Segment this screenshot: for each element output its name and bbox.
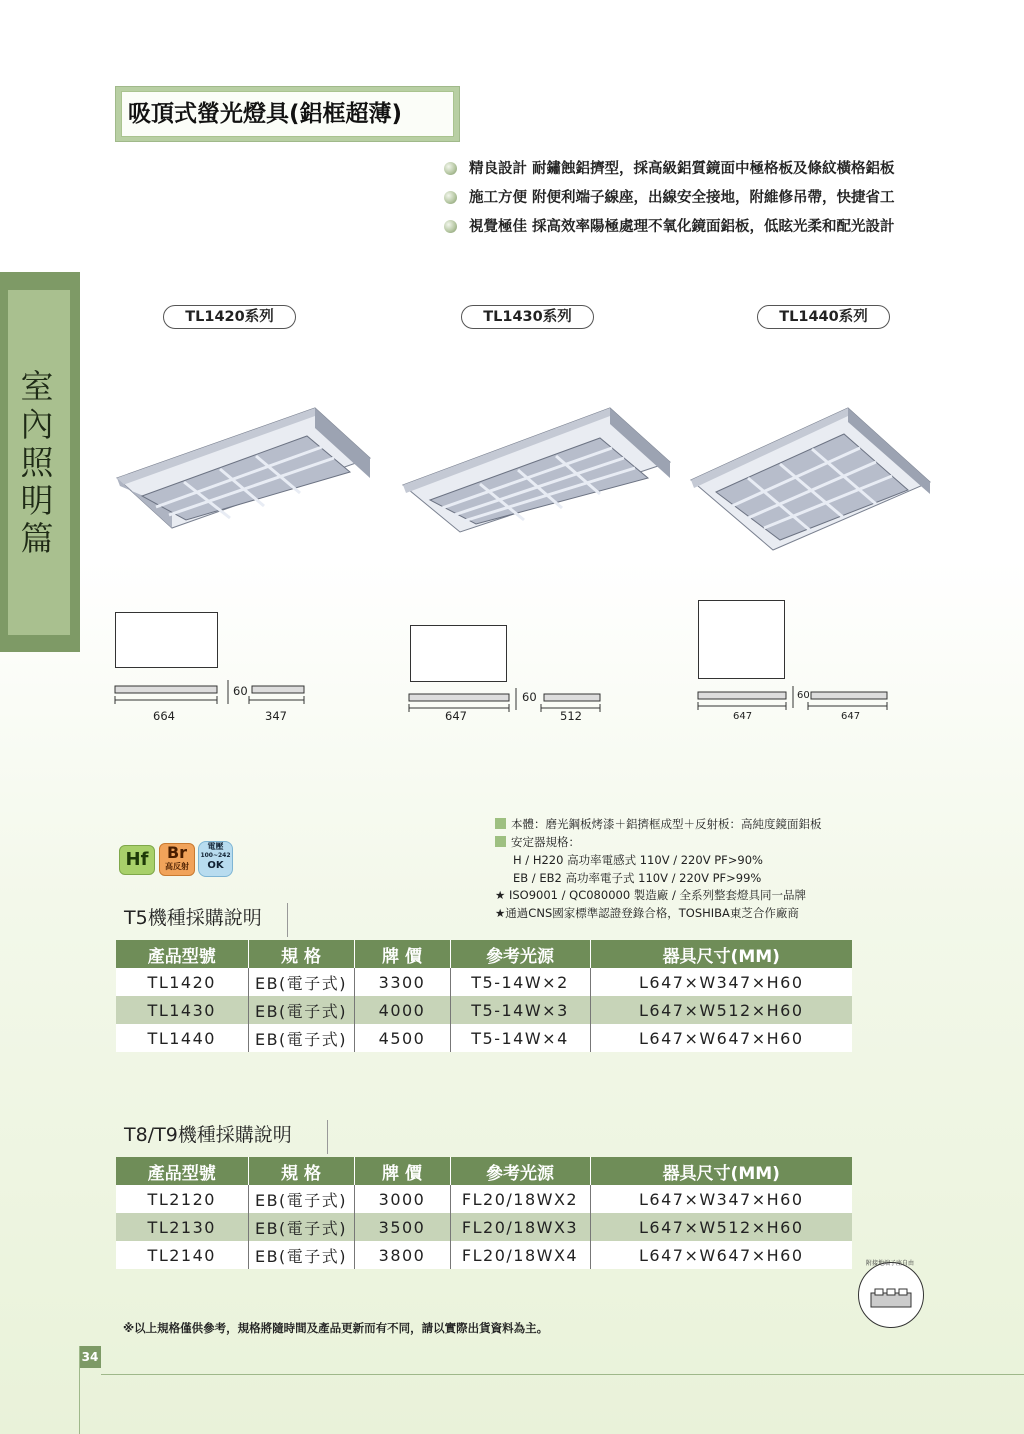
cell-price: 3500 — [354, 1213, 450, 1241]
cell-size: L647×W647×H60 — [590, 1024, 852, 1052]
dim-width: 512 — [560, 709, 582, 723]
table-t5 — [116, 940, 852, 1052]
product-image-tl1420 — [112, 400, 382, 530]
cell-spec: EB(電子式) — [248, 1024, 354, 1052]
page-title: 吸頂式螢光燈具(鋁框超薄) — [121, 91, 454, 137]
note-body — [495, 816, 822, 834]
header-cell: 規 格 — [248, 1157, 354, 1185]
square-bullet-icon — [495, 818, 506, 829]
feature-item — [444, 158, 895, 180]
side-tab-label: 室內照明篇 — [20, 367, 56, 558]
terminal-stamp-text: 附接地端子座自由 — [865, 1260, 914, 1267]
voltage-badge-range: 100~242 — [200, 852, 231, 859]
cell-lamp: FL20/18WX3 — [450, 1213, 590, 1241]
bullet-icon — [444, 162, 457, 175]
table-t5-label: T5機種採購說明 — [116, 903, 288, 937]
header-cell: 器具尺寸(MM) — [590, 1157, 852, 1185]
dim-height: 60 — [233, 684, 248, 698]
cell-spec: EB(電子式) — [248, 1241, 354, 1269]
series-label-tl1420: TL1420系列 — [163, 305, 296, 329]
cell-lamp: T5-14W×4 — [450, 1024, 590, 1052]
header-cell: 牌 價 — [354, 940, 450, 968]
cell-size: L647×W512×H60 — [590, 1213, 852, 1241]
dim-height: 60 — [797, 690, 810, 701]
table-row — [116, 1213, 852, 1241]
note-ballast — [495, 834, 580, 852]
product-image-tl1440 — [688, 402, 933, 552]
header-cell: 參考光源 — [450, 1157, 590, 1185]
cell-size: L647×W512×H60 — [590, 996, 852, 1024]
cell-price: 3800 — [354, 1241, 450, 1269]
table-t8-label: T8/T9機種採購說明 — [116, 1120, 328, 1154]
dim-width: 347 — [265, 709, 287, 723]
br-badge-text: Br — [166, 843, 188, 862]
header-cell: 產品型號 — [116, 1157, 248, 1185]
feature-item — [444, 187, 895, 209]
bullet-icon — [444, 220, 457, 233]
dim-width: 647 — [841, 711, 861, 722]
feature-text: 精良設計 耐鏽蝕鋁擠型，採高級鋁質鏡面中極格板及條紋橫格鋁板 — [469, 161, 895, 177]
note-ballast-h: H / H220 高功率電感式 110V / 220V PF>90% — [513, 853, 763, 867]
table-row — [116, 1241, 852, 1269]
table-row — [116, 1185, 852, 1213]
series-label-tl1430: TL1430系列 — [461, 305, 594, 329]
cell-size: L647×W347×H60 — [590, 968, 852, 996]
voltage-badge-ok: OK — [207, 860, 224, 871]
feature-text: 施工方便 附便利端子線座，出線安全接地，附維修吊帶，快捷省工 — [469, 190, 895, 206]
table-row — [116, 968, 852, 996]
br-badge-sub: 高反射 — [165, 862, 189, 871]
table-t8 — [116, 1157, 852, 1269]
footer-rule — [101, 1374, 1024, 1375]
dim-length: 647 — [733, 711, 753, 722]
cell-price: 3300 — [354, 968, 450, 996]
voltage-badge-top: 電壓 — [207, 842, 224, 851]
header-cell: 參考光源 — [450, 940, 590, 968]
footnote: ※以上規格僅供參考，規格將隨時間及產品更新而有不同，請以實際出貨資料為主。 — [123, 1321, 549, 1335]
header-cell: 器具尺寸(MM) — [590, 940, 852, 968]
cell-spec: EB(電子式) — [248, 968, 354, 996]
page-number: 34 — [79, 1346, 101, 1368]
feature-text: 視覺極佳 採高效率陽極處理不氧化鏡面鋁板，低眩光柔和配光設計 — [469, 219, 895, 235]
terminal-block-icon — [859, 1263, 923, 1327]
dim-height: 60 — [522, 690, 537, 704]
table-row — [116, 996, 852, 1024]
side-view-diagram — [695, 686, 895, 721]
cell-model: TL2120 — [116, 1185, 248, 1213]
cell-spec: EB(電子式) — [248, 1185, 354, 1213]
top-view-diagram — [115, 612, 218, 668]
voltage-badge — [198, 841, 233, 877]
cell-size: L647×W647×H60 — [590, 1241, 852, 1269]
dim-length: 664 — [153, 709, 175, 723]
cell-size: L647×W347×H60 — [590, 1185, 852, 1213]
cell-model: TL1440 — [116, 1024, 248, 1052]
dim-length: 647 — [445, 709, 467, 723]
cell-lamp: T5-14W×3 — [450, 996, 590, 1024]
cell-price: 4500 — [354, 1024, 450, 1052]
header-cell: 牌 價 — [354, 1157, 450, 1185]
cell-model: TL2140 — [116, 1241, 248, 1269]
top-view-diagram — [698, 600, 785, 679]
cell-model: TL1420 — [116, 968, 248, 996]
note-iso: ★ ISO9001 / QC080000 製造廠 / 全系列整套燈具同一品牌 — [495, 888, 806, 902]
br-badge — [159, 843, 195, 876]
note-ballast-eb: EB / EB2 高功率電子式 110V / 220V PF>99% — [513, 871, 762, 885]
note-text: 安定器規格： — [511, 835, 580, 849]
footer-vertical-rule — [79, 1346, 80, 1434]
cell-lamp: FL20/18WX2 — [450, 1185, 590, 1213]
hf-badge: Hf — [119, 845, 155, 875]
product-image-tl1430 — [400, 400, 675, 535]
cell-spec: EB(電子式) — [248, 1213, 354, 1241]
bullet-icon — [444, 191, 457, 204]
feature-item — [444, 216, 895, 238]
table-header — [116, 1157, 852, 1185]
square-bullet-icon — [495, 836, 506, 847]
header-cell: 規 格 — [248, 940, 354, 968]
note-text: 本體：磨光鋼板烤漆＋鋁擠框成型＋反射板：高純度鏡面鋁板 — [511, 817, 822, 831]
cell-price: 3000 — [354, 1185, 450, 1213]
top-view-diagram — [410, 625, 507, 682]
header-cell: 產品型號 — [116, 940, 248, 968]
cell-spec: EB(電子式) — [248, 996, 354, 1024]
table-header — [116, 940, 852, 968]
cell-price: 4000 — [354, 996, 450, 1024]
cell-model: TL2130 — [116, 1213, 248, 1241]
series-label-tl1440: TL1440系列 — [757, 305, 890, 329]
cell-model: TL1430 — [116, 996, 248, 1024]
cell-lamp: T5-14W×2 — [450, 968, 590, 996]
table-row — [116, 1024, 852, 1052]
terminal-stamp — [858, 1262, 924, 1328]
cell-lamp: FL20/18WX4 — [450, 1241, 590, 1269]
note-cns: ★通過CNS國家標準認證登錄合格，TOSHIBA東芝合作廠商 — [495, 906, 799, 920]
